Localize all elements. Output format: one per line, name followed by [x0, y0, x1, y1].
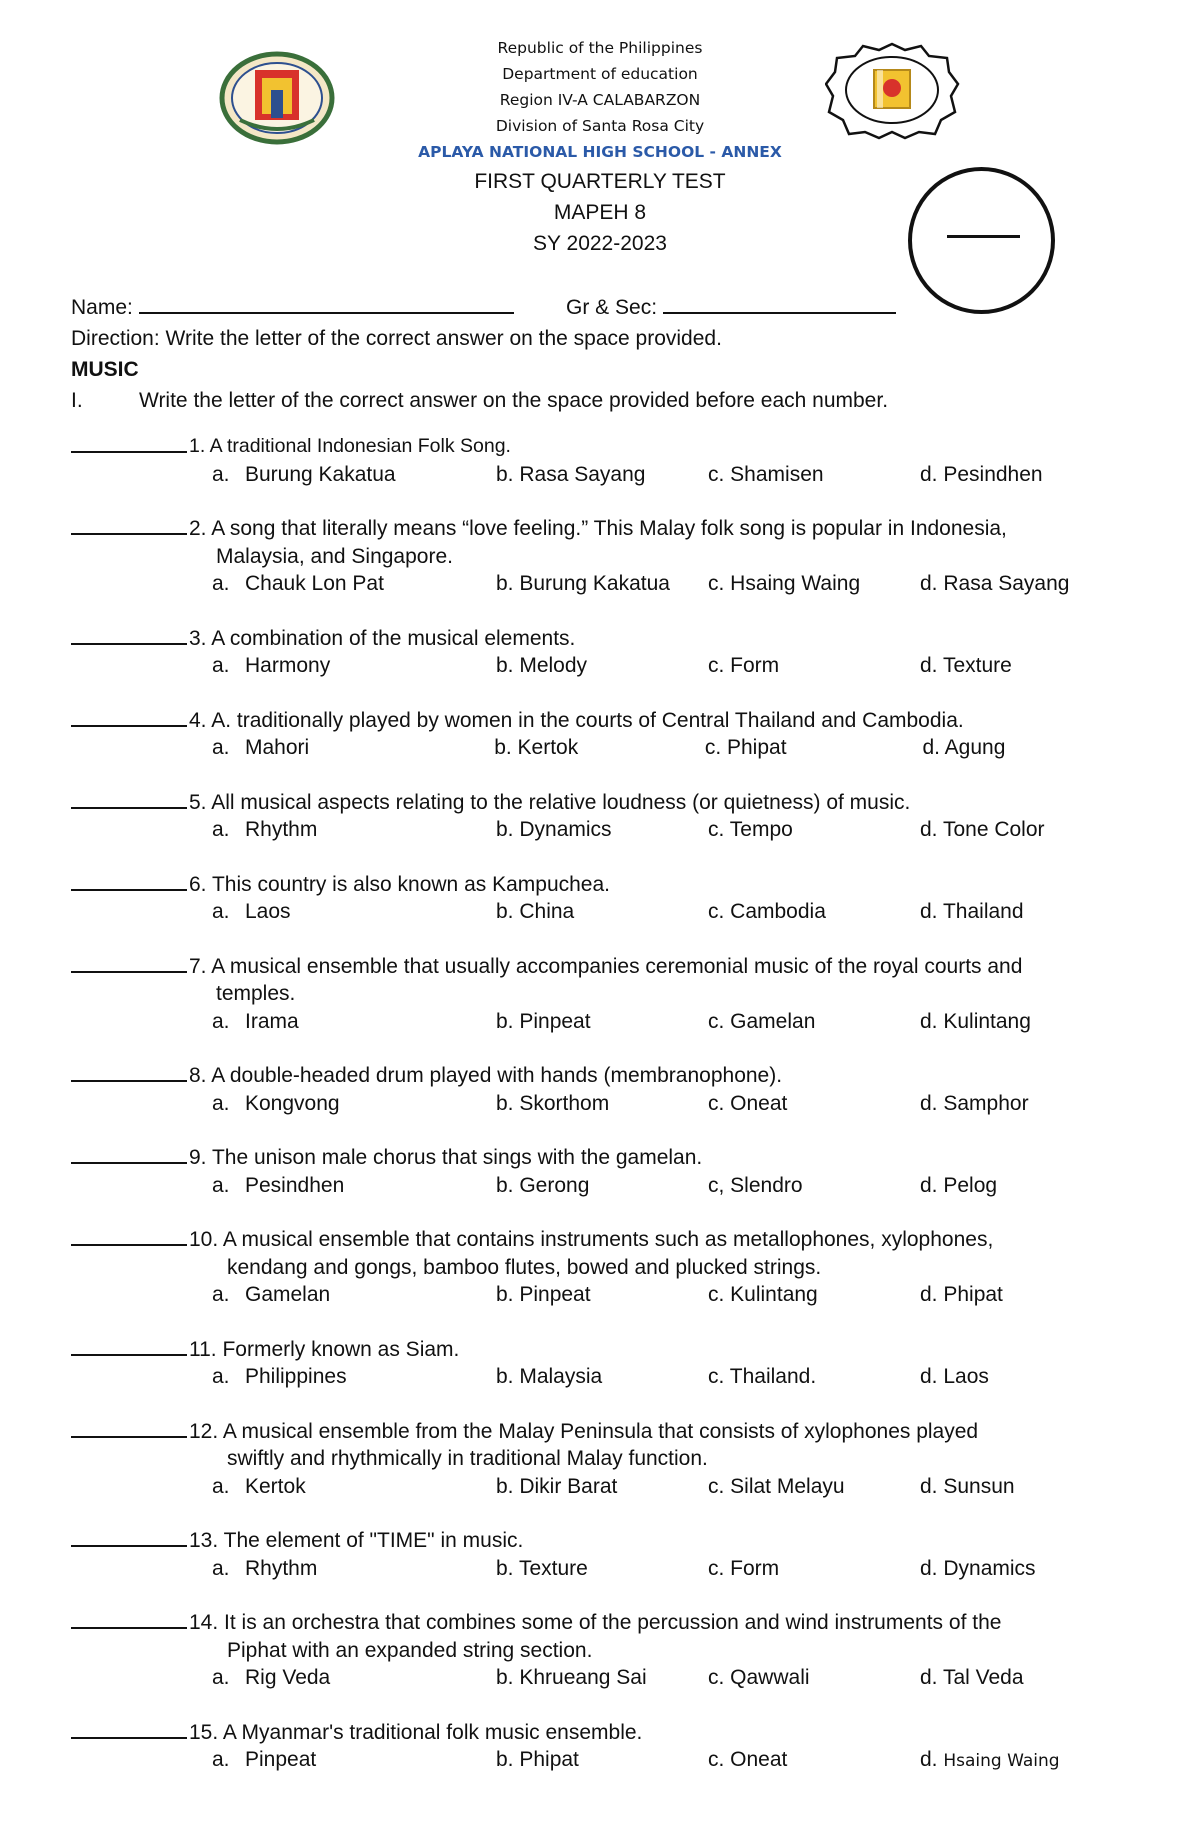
choice-a-letter: a.	[212, 1009, 230, 1033]
question-item	[71, 871, 1151, 926]
choice-b: b. Dynamics	[496, 818, 612, 841]
choice-a-letter: a.	[212, 1173, 230, 1197]
choice-row	[71, 1281, 1151, 1309]
question-text: 3. A combination of the musical elements.	[189, 626, 576, 650]
choice-d: d. Tal Veda	[920, 1666, 1024, 1689]
choice-a-letter: a.	[212, 1365, 230, 1388]
choice-a: Rhythm	[245, 818, 318, 841]
question-text: 10. A musical ensemble that contains instruments such as metallophones, xylophones,	[189, 1228, 994, 1251]
choice-a-letter: a.	[212, 1474, 230, 1498]
choice-c: c. Kulintang	[708, 1283, 818, 1306]
question-item	[71, 1527, 1151, 1582]
school-seal-logo	[825, 40, 960, 140]
choice-c: c. Gamelan	[708, 1009, 816, 1033]
question-text: 9. The unison male chorus that sings with the gamelan.	[189, 1146, 703, 1169]
answer-blank[interactable]	[71, 789, 187, 809]
choice-c: c. Cambodia	[708, 900, 826, 923]
choice-c: c. Thailand.	[708, 1365, 817, 1388]
choice-d: d. Pesindhen	[920, 462, 1043, 486]
choice-b: b. Dikir Barat	[496, 1474, 618, 1498]
choice-a: Irama	[245, 1009, 299, 1033]
choice-b: b. Pinpeat	[496, 1283, 591, 1306]
question-text: 4. A. traditionally played by women in the courts of Central Thailand and Cambodia.	[189, 708, 964, 732]
choice-d: d. Samphor	[920, 1091, 1029, 1115]
answer-blank[interactable]	[71, 625, 187, 645]
choice-c: c, Slendro	[708, 1173, 803, 1197]
choice-d: d. Laos	[920, 1365, 989, 1388]
info-area	[71, 292, 1151, 416]
division-line: Division of Santa Rosa City	[495, 117, 705, 135]
answer-blank[interactable]	[71, 1144, 187, 1164]
answer-blank[interactable]	[71, 953, 187, 973]
question-item	[71, 1062, 1151, 1117]
answer-blank[interactable]	[71, 1336, 187, 1356]
choice-b: b. Malaysia	[496, 1365, 603, 1388]
answer-blank[interactable]	[71, 1719, 187, 1739]
choice-row	[71, 1664, 1151, 1692]
choice-a: Chauk Lon Pat	[245, 572, 384, 595]
grsec-field[interactable]	[566, 292, 896, 323]
question-item	[71, 1719, 1151, 1776]
republic-line: Republic of the Philippines	[497, 39, 703, 57]
choice-a-letter: a.	[212, 818, 230, 841]
choice-row	[71, 1473, 1151, 1501]
choice-a: Laos	[245, 900, 291, 923]
choice-a: Mahori	[245, 736, 310, 759]
choice-a: Burung Kakatua	[245, 462, 396, 486]
choice-d: Hsaing Waing	[943, 1751, 1060, 1771]
question-item	[71, 1144, 1151, 1199]
choice-b: b. Phipat	[496, 1748, 579, 1771]
question-text-cont: Piphat with an expanded string section.	[227, 1638, 593, 1662]
choice-a-letter: a.	[212, 572, 230, 595]
question-text: 7. A musical ensemble that usually accompanies ceremonial music of the royal courts and	[189, 954, 1023, 978]
question-item	[71, 1609, 1151, 1692]
choice-c: c. Oneat	[708, 1091, 788, 1115]
question-item	[71, 433, 1151, 488]
answer-blank[interactable]	[71, 1609, 187, 1629]
choice-row	[71, 570, 1151, 598]
direction-text: Direction: Write the letter of the correct answer on the space provided.	[71, 327, 722, 350]
choice-row	[71, 652, 1151, 680]
choice-row	[71, 1008, 1151, 1036]
choice-d-letter: d.	[920, 1748, 938, 1771]
question-text-cont: kendang and gongs, bamboo flutes, bowed and plucked strings.	[227, 1255, 822, 1279]
choice-a: Kertok	[245, 1474, 306, 1498]
answer-blank[interactable]	[71, 433, 187, 453]
question-item	[71, 707, 1151, 762]
choice-a-letter: a.	[212, 900, 230, 923]
choice-b: b. Gerong	[496, 1173, 590, 1197]
department-line: Department of education	[502, 65, 698, 83]
choice-a: Pesindhen	[245, 1173, 345, 1197]
choice-d: d. Dynamics	[920, 1556, 1036, 1580]
question-item	[71, 1418, 1151, 1501]
choice-c: c. Silat Melayu	[708, 1474, 845, 1498]
choice-row	[71, 898, 1151, 926]
question-text-cont: swiftly and rhythmically in traditional Malay function.	[227, 1447, 708, 1470]
choice-d: d. Agung	[922, 736, 1006, 759]
choice-a: Gamelan	[245, 1283, 331, 1306]
choice-c: c. Form	[708, 1556, 780, 1580]
choice-a: Philippines	[245, 1365, 347, 1388]
choice-a-letter: a.	[212, 1556, 230, 1580]
choice-c: c. Tempo	[708, 818, 793, 841]
question-text: 11. Formerly known as Siam.	[189, 1337, 460, 1361]
answer-blank[interactable]	[71, 1418, 187, 1438]
choice-row	[71, 1090, 1151, 1118]
choice-b: b. Rasa Sayang	[496, 462, 646, 486]
choice-a: Kongvong	[245, 1091, 340, 1115]
answer-blank[interactable]	[71, 871, 187, 891]
name-field[interactable]	[71, 292, 566, 323]
choice-c: c. Shamisen	[708, 462, 824, 486]
choice-b: b. Texture	[496, 1556, 588, 1580]
test-title-block	[360, 166, 840, 259]
choice-b: b. Burung Kakatua	[496, 572, 670, 595]
answer-blank[interactable]	[71, 1062, 187, 1082]
choice-row	[71, 1746, 1151, 1776]
question-text: 13. The element of "TIME" in music.	[189, 1529, 524, 1552]
choice-d: d. Sunsun	[920, 1474, 1015, 1498]
choice-d: d. Pelog	[920, 1173, 998, 1197]
school-year: SY 2022-2023	[533, 232, 667, 255]
choice-c: c. Oneat	[708, 1748, 788, 1771]
choice-a: Pinpeat	[245, 1748, 317, 1771]
choice-a: Harmony	[245, 654, 331, 677]
question-text: 2. A song that literally means “love feeling.” This Malay folk song is popular in Indonesia,	[189, 517, 1007, 540]
question-item	[71, 789, 1151, 844]
section-heading: MUSIC	[71, 358, 139, 381]
choice-a-letter: a.	[212, 462, 230, 486]
choice-b: b. Pinpeat	[496, 1009, 591, 1033]
grsec-label: Gr & Sec:	[566, 296, 658, 319]
choice-a: Rig Veda	[245, 1666, 331, 1689]
choice-d: d. Rasa Sayang	[920, 572, 1070, 595]
region-line: Region IV-A CALABARZON	[499, 91, 701, 109]
answer-blank[interactable]	[71, 1527, 187, 1547]
answer-blank[interactable]	[71, 707, 187, 727]
name-label: Name:	[71, 296, 133, 319]
choice-d: d. Phipat	[920, 1283, 1003, 1306]
choice-a-letter: a.	[212, 736, 230, 759]
name-blank[interactable]	[139, 292, 514, 314]
choice-row	[71, 1172, 1151, 1200]
answer-blank[interactable]	[71, 1226, 187, 1246]
choice-b: b. Melody	[496, 654, 588, 677]
choice-b: b. Kertok	[494, 736, 579, 759]
test-title: FIRST QUARTERLY TEST	[474, 170, 726, 193]
question-text: 6. This country is also known as Kampuchea.	[189, 872, 610, 896]
choice-a: Rhythm	[245, 1556, 318, 1580]
choice-b: b. China	[496, 900, 575, 923]
choice-a-letter: a.	[212, 1091, 230, 1115]
choice-a-letter: a.	[212, 1283, 230, 1306]
part-instruction	[71, 385, 1151, 416]
choice-d: d. Texture	[920, 654, 1012, 677]
header-block	[360, 35, 840, 165]
choice-c: c. Hsaing Waing	[708, 572, 861, 595]
question-text: 8. A double-headed drum played with hands (membranophone).	[189, 1064, 783, 1087]
question-text-cont: temples.	[216, 982, 296, 1005]
grsec-blank[interactable]	[663, 292, 896, 314]
question-item	[71, 1336, 1151, 1391]
part-number: I.	[71, 389, 83, 412]
choice-a-letter: a.	[212, 1748, 230, 1771]
choice-c: c. Form	[708, 654, 780, 677]
score-fraction-bar	[947, 235, 1020, 238]
question-item	[71, 1226, 1151, 1309]
question-item	[71, 953, 1151, 1036]
school-name: APLAYA NATIONAL HIGH SCHOOL - ANNEX	[418, 143, 782, 161]
choice-d: d. Thailand	[920, 900, 1024, 923]
question-list	[71, 433, 1151, 1776]
choice-row	[71, 1555, 1151, 1583]
choice-c: c. Phipat	[704, 736, 787, 759]
question-text: 1. A traditional Indonesian Folk Song.	[189, 435, 511, 457]
choice-a-letter: a.	[212, 654, 230, 677]
question-text: 5. All musical aspects relating to the relative loudness (or quietness) of music.	[189, 790, 911, 814]
choice-row	[71, 734, 1151, 762]
question-text: 15. A Myanmar's traditional folk music ensemble.	[189, 1720, 643, 1744]
choice-b: b. Khrueang Sai	[496, 1666, 647, 1689]
division-seal-logo	[218, 50, 336, 146]
choice-row	[71, 816, 1151, 844]
choice-row	[71, 1363, 1151, 1391]
choice-d: d. Kulintang	[920, 1009, 1031, 1033]
choice-row	[71, 461, 1151, 489]
question-text: 14. It is an orchestra that combines some of the percussion and wind instruments of the	[189, 1611, 1002, 1634]
question-item	[71, 625, 1151, 680]
subject-title: MAPEH 8	[553, 201, 647, 224]
choice-b: b. Skorthom	[496, 1091, 610, 1115]
question-text-cont: Malaysia, and Singapore.	[216, 544, 453, 568]
question-item	[71, 515, 1151, 598]
choice-c: c. Qawwali	[708, 1666, 810, 1689]
question-text: 12. A musical ensemble from the Malay Peninsula that consists of xylophones played	[189, 1419, 979, 1443]
choice-d: d. Tone Color	[920, 818, 1045, 841]
part-instruction-text: Write the letter of the correct answer on the space provided before each number.	[139, 389, 889, 412]
choice-a-letter: a.	[212, 1666, 230, 1689]
answer-blank[interactable]	[71, 515, 187, 535]
